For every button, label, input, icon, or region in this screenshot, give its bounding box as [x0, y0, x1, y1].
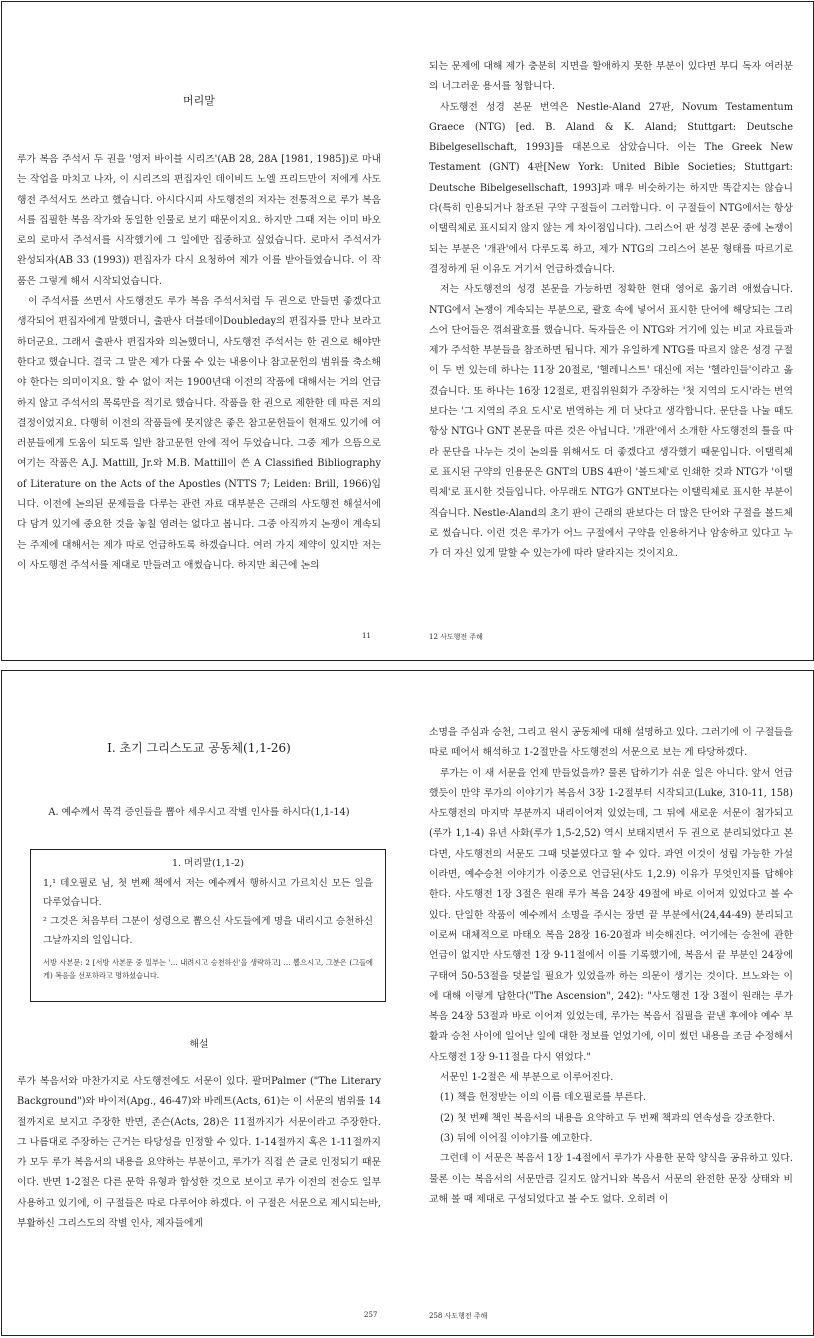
verse-1: 1,¹ 데오필로 님, 첫 번째 책에서 저는 예수께서 행하시고 가르치신 모든 일을 다루었습니다. — [43, 878, 373, 908]
commentary-left-page — [17, 739, 381, 818]
list-item: (3) 뒤에 이어질 이야기를 예고한다. — [440, 1132, 593, 1144]
preface-paragraph: 되는 문제에 대해 제가 충분히 지면을 할애하지 못한 부분이 있다면 부디 독자 여러분의 너그러운 용서를 청합니다. — [429, 61, 793, 93]
preface-title: 머리말 — [183, 94, 215, 107]
commentary-heading: 해설 — [189, 1039, 209, 1050]
commentary-paragraph: 루가는 이 새 서문을 언제 만들었을까? 물론 답하기가 쉬운 일은 아니다. 앞서 언급했듯이 만약 루가의 이야기가 복음서 3장 1-2절부터 시작되고(Luke, 310-11, 158) 사도행전의 마지막 부분까지 내리이어져 있었는데, 그 뒤에 새로운 서문이 첨가되고(루가 1,1-4) 유년 사화(루가 1,5-2,52) 역시 보태지면서 두 권으로 분리되었다고 본다면, 사도행전의 서문도 그때 덧붙였다고 할 수 있다. 과연 이것이 성립 가능한 가설이라면, 예수승천 이야기가 이중으로 언급된(사도 1,2.9) 이유가 무엇인지를 답해야 한다. 사도행전 1장 3절은 원래 루가 복음 24장 49절에 바로 이어져 있었다고 볼 수 있다. 단일한 작품이 예수께서 소명을 주시는 장면 끝 부분에서(24,44-49) 분리되고 이로써 대체적으로 마태오 복음 28장 16-20절과 비슷해진다. 여기에는 승천에 관한 언급이 없지만 사도행전 1장 9-11절에서 이를 기록했기에, 복음서 끝 부분인 24장에 구태여 50-53절을 덧붙일 필요가 있었을까 하는 의문이 생기는 것이다. 브노와는 이에 대해 이렇게 답한다("The Ascension", 242): "사도행전 1장 3절이 원래는 루가 복음 24장 53절과 바로 이어져 있었는데, 루가는 복음서 집필을 끝낸 후에야 예수 부활과 승천 사이에 일어난 일에 대한 정보를 얻었기에, 이미 썼던 내용을 조금 수정해서 사도행전 1장 9-11절을 다시 엮었다." — [429, 767, 793, 1063]
running-head: 12 사도행전 주해 — [429, 633, 483, 641]
preface-paragraph: 루가 복음 주석서 두 권을 '영저 바이블 시리즈'(AB 28, 28A [1981, 1985])로 마내는 작업을 마치고 나자, 이 시리즈의 편집자인 데이비드 노엘 프리드만이 저에게 사도행전 주석서도 쓰라고 했습니다. 아시다시피 사도행전의 저자는 전통적으로 루가 복음서를 집필한 복음 작가와 동일한 인물로 보기 때문이지요. 하지만 그때 저는 이미 바오로의 로마서 주석서를 시작했기에 그 일에만 집중하고 싶었습니다. 로마서 주석서가 완성되자(AB 33 (1993)) 편집자가 다시 요청하여 제가 이를 받아들였습니다. 이 작품은 그렇게 해서 시작되었습니다. — [17, 154, 381, 287]
running-head: 258 사도행전 주해 — [429, 1312, 488, 1320]
preface-right-page — [429, 57, 793, 564]
section-title: I. 초기 그리스도교 공동체(1,1-26) — [107, 741, 291, 755]
preface-left-page — [17, 92, 381, 576]
top-spread — [1, 1, 814, 661]
preface-paragraph: 이 주석서를 쓰면서 사도행전도 루가 복음 주석서처럼 두 권으로 만들면 좋겠다고 생각되어 편집자에게 말했더니, 출판사 더블데이Doubleday의 편집자를 만나 보라고 하더군요. 그래서 출판사 편집자와 의논했더니, 사도행전 주석서는 한 권으로 해야만 한다고 했습니다. 결국 그 말은 제가 다룰 수 있는 내용이나 참고문헌의 범위를 축소해야 한다는 의미이지요. 할 수 없이 저는 1900년대 이전의 작품에 대해서는 거의 언급하지 않고 주석서의 목록만을 적기로 했습니다. 작품을 한 권으로 제한한 데 따른 저의 결정이었지요. 다행히 이전의 작품들에 못지않은 좋은 참고문헌들이 현재도 있기에 여러분들에게 도움이 되도록 일반 참고문헌 안에 적어 두었습니다. 그중 제가 으뜸으로 여기는 작품은 A.J. Mattill, Jr.와 M.B. Mattill이 쓴 A Classified Bibliography of Literature on the Acts of the Apostles (NTTS 7; Leiden: Brill, 1966)입니다. 이전에 논의된 문제들을 다루는 관련 자료 대부분은 근래의 사도행전 해설서에 다 담겨 있기에 중요한 것을 놓칠 염려는 없다고 봅니다. 그중 아직까지 논쟁이 계속되는 주제에 대해서는 제가 따로 언급하도록 하겠습니다. 여러 가지 제약이 있지만 저는 이 사도행전 주석서를 제대로 만들려고 애썼습니다. 하지만 최근에 논의 — [17, 296, 381, 571]
page-number: 11 — [362, 632, 371, 640]
box-title: 1. 머리말(1,1-2) — [171, 858, 245, 869]
verse-2: ² 그것은 처음부터 그분이 성령으로 뽑으신 사도들에게 명을 내리시고 승천하신 그날까지의 일입니다. — [43, 916, 373, 946]
subsection-title: A. 예수께서 목격 증인들을 뽑아 세우시고 작별 인사를 하시다(1,1-14) — [48, 807, 350, 818]
commentary-right-page — [429, 723, 793, 1210]
list-item: (2) 첫 번째 책인 복음서의 내용을 요약하고 두 번째 책과의 연속성을 강조한다. — [440, 1112, 776, 1124]
preface-paragraph: 사도행전 성경 본문 번역은 Nestle-Aland 27판, Novum Testamentum Graece (NTG) [ed. B. Aland & K. Aland; Stuttgart: Deutsche Bibelgesellschaft, 1993]를 대본으로 삼았습니다. 이는 The Greek New Testament (GNT) 4판[New York: United Bible Societies; Stuttgart: Deutsche Bibelgesellschaft, 1993]과 매우 비슷하기는 하지만 똑같지는 않습니다(특히 인용되거나 참조된 구약 구절들이 그러합니다. 이 구절들이 NTG에서는 항상 이탤릭체로 표시되지 않지 않는 게 차이점입니다). 그리스어 판 성경 본문 중에 논쟁이 되는 부분은 '개관'에서 다루도록 하고, 제가 NTG의 그리스어 본문 형태를 따르기로 결정하게 된 이유도 거기서 언급하겠습니다. — [429, 101, 793, 275]
commentary-paragraph: 서문인 1-2절은 세 부분으로 이루어진다. — [440, 1072, 614, 1084]
preface-paragraph: 저는 사도행전의 성경 본문을 가능하면 정확한 현대 영어로 옮기려 애썼습니다. NTG에서 논쟁이 계속되는 부분으로, 괄호 속에 넣어서 표시한 단어에 해당되는 그리스어 단어들은 꺾쇠괄호를 했습니다. 독자들은 이 NTG와 거기에 있는 비교 자료들과 제가 주석한 부분들을 참조하면 됩니다. 제가 유일하게 NTG를 따르지 않은 성경 구절이 두 번 있는데 하나는 11장 20절로, '헬레니스트' 대신에 저는 '헬라인들'이라고 옮겼습니다. 또 하나는 16장 12절로, 편집위원회가 주장하는 '첫 지역의 도시'라는 번역보다는 '그 지역의 주요 도시'로 번역하는 게 더 낫다고 생각합니다. 문단을 나눌 때도 항상 NTG나 GNT 본문을 따른 것은 아닙니다. '개관'에서 소개한 사도행전의 틀을 따라 문단을 나누는 것이 논의를 위해서도 더 좋겠다고 생각했기 때문입니다. 이탤릭체로 표시된 구약의 인용문은 GNT의 UBS 4판이 '볼드체'로 인쇄한 것과 NTG가 '이탤릭체'로 표시한 것들입니다. 아무래도 NTG가 GNT보다는 이탤릭체로 표시한 부분이 적습니다. Nestle-Aland의 초기 판이 근래의 판보다는 더 많은 단어와 구절을 볼드체로 썼습니다. 이런 것은 루가가 어느 구절에서 구약을 인용하거나 암송하고 있다고 누가 더 자신 있게 말할 수 있는가에 따라 달라지는 것이지요. — [429, 284, 793, 560]
list-item: (1) 책을 헌정받는 이의 이름 데오필로를 부른다. — [440, 1092, 647, 1104]
commentary-body — [17, 1036, 381, 1234]
commentary-paragraph: 그런데 이 서문은 복음서 1장 1-4절에서 루가가 사용한 문학 양식을 공유하고 있다. 물론 이는 복음서의 서문만큼 길지도 않거니와 복음서 서문의 완전한 문장 상태와 비교해 볼 때 제대로 구성되었다고 볼 수도 없다. 오히려 이 — [429, 1153, 793, 1205]
text-critical-note: 서방 사본문: 2 [서방 사본문 중 일부는 '… 내려시고 승천하신'을 생략하고] … 뽑으시고, 그분은 (그들에게) 복음을 선포하라고 명하셨습니다. — [43, 958, 373, 980]
bottom-spread — [1, 670, 814, 1336]
commentary-paragraph: 루가 복음서와 마찬가지로 사도행전에도 서문이 있다. 팔머Palmer ("The Literary Background")와 바이저(Apg., 46-47)와 바레트(Acts, 61)는 이 서문의 범위를 14절까지로 보지고 주장한 반면, 존슨(Acts, 28)은 11절까지가 서문이라고 주장한다. 그 나름대로 주장하는 근거는 타당성을 인정할 수 있다. 1-14절까지 혹은 1-11절까지가 모두 루가 복음서의 내용을 요약하는 부분이고, 루가가 직접 쓴 글로 인정되기 때문이다. 반면 1-2절은 다른 문학 유형과 합성한 것으로 보이고 루가 이전의 전승도 일부 사용하고 있기에, 이 구절들은 따로 다루어야 하겠다. 이 구절은 서문으로 제시되는바, 부활하신 그리스도의 작별 인사, 제자들에게 — [17, 1076, 381, 1230]
text-box — [30, 849, 386, 1002]
page-number: 257 — [364, 1311, 378, 1319]
commentary-paragraph: 소명을 주심과 승천, 그리고 원시 공동체에 대해 설명하고 있다. 그러기에 이 구절들을 따로 떼어서 해석하고 1-2절만을 사도행전의 서문으로 보는 게 타당하겠다. — [429, 727, 793, 759]
